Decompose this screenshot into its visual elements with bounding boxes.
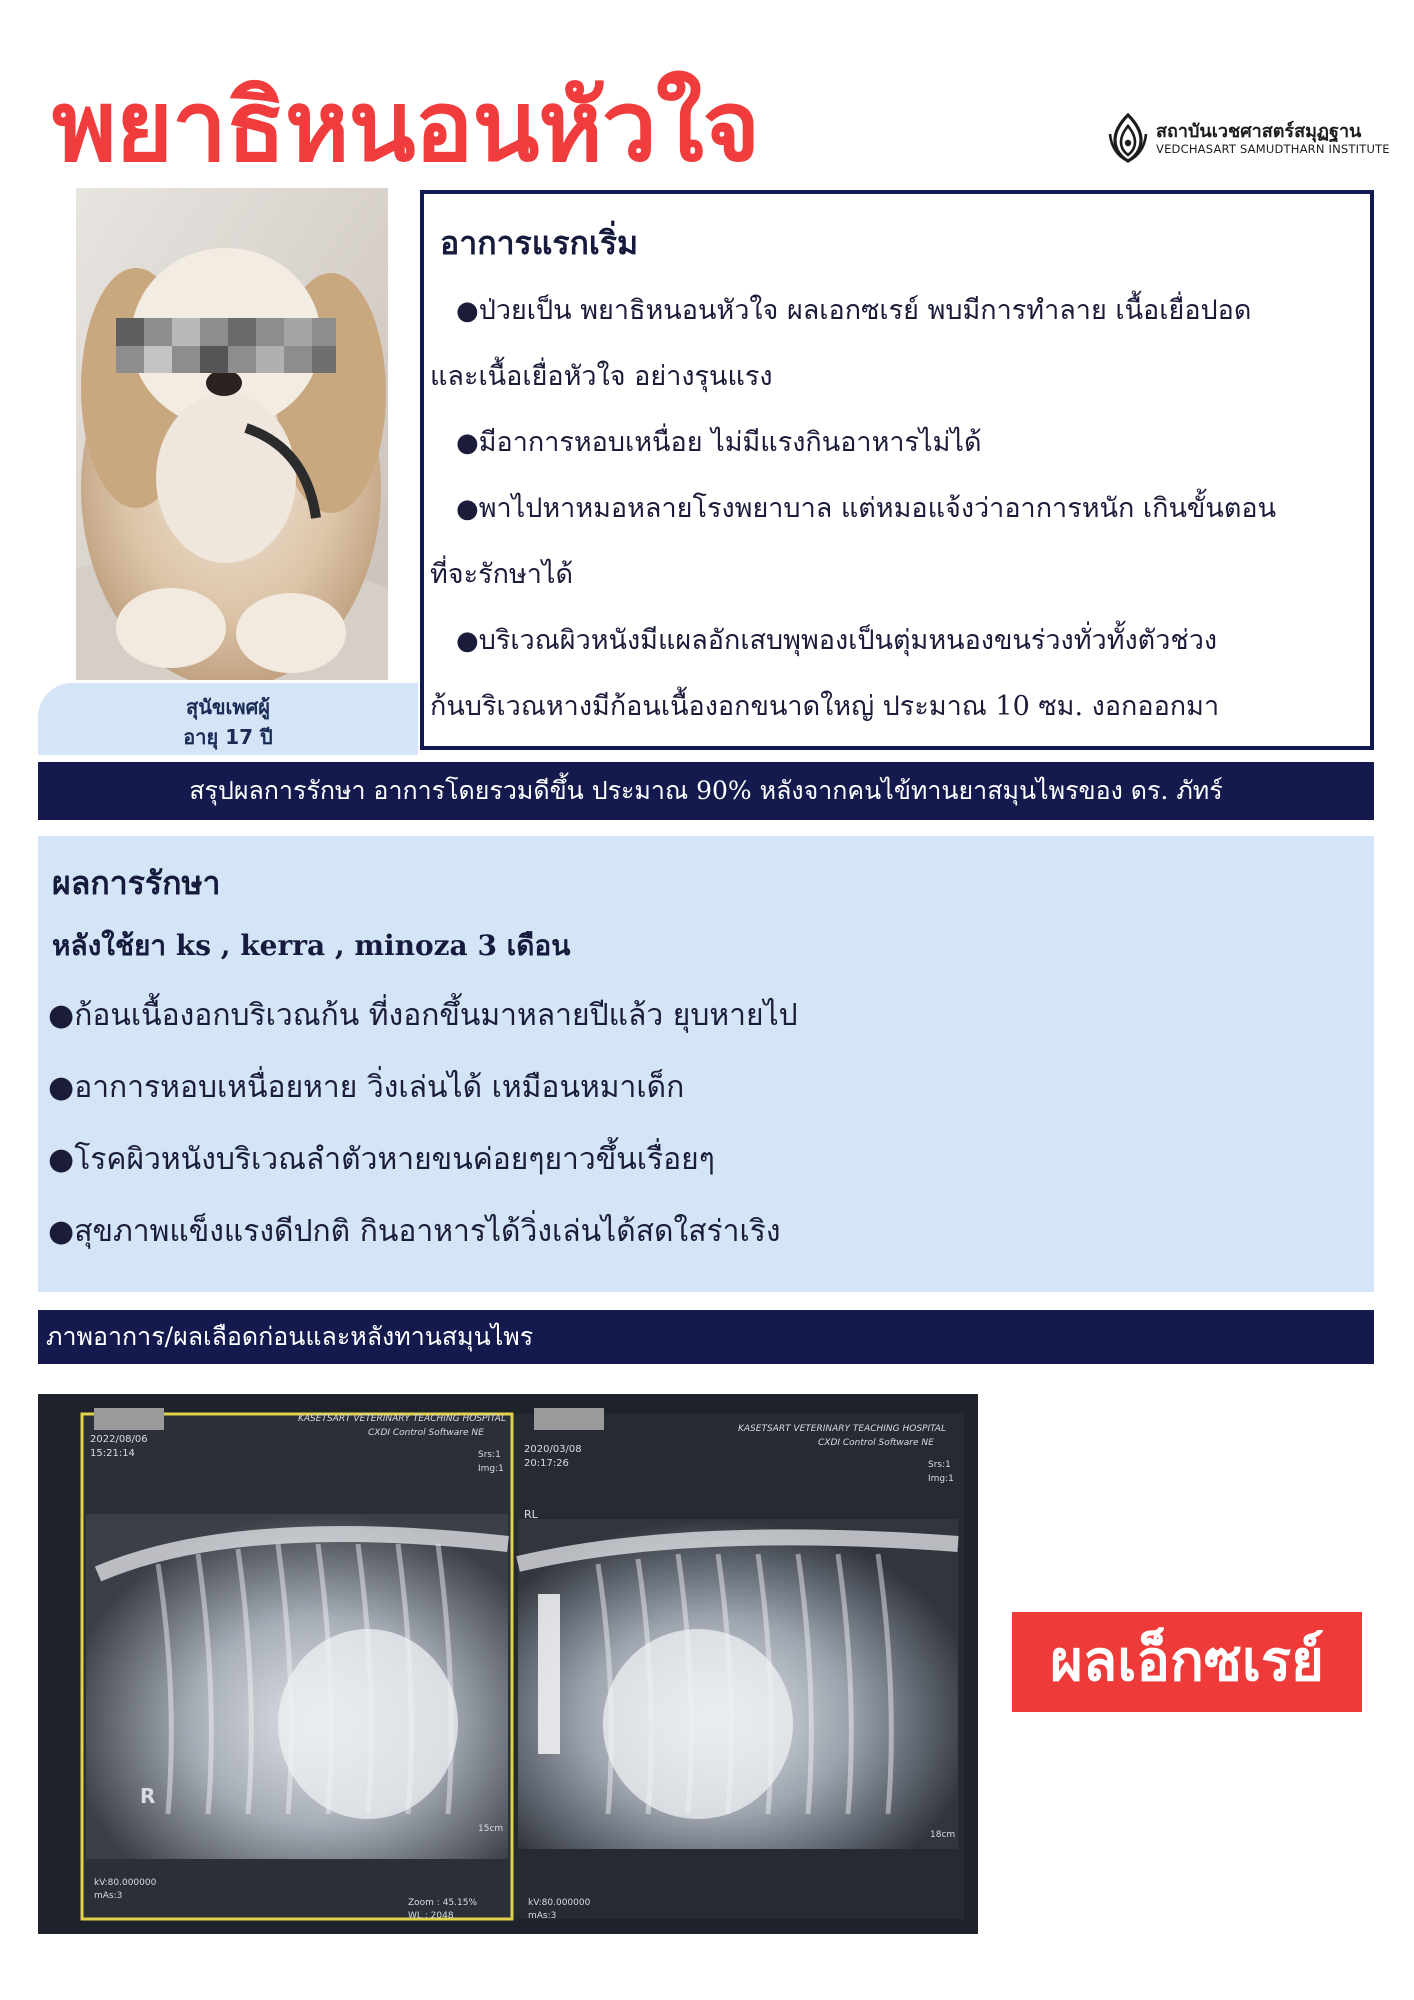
results-heading: ผลการรักษา: [52, 864, 221, 902]
xray-left-kv: kV:80.000000: [94, 1878, 157, 1888]
result-item: ●อาการหอบเหนื่อยหาย วิ่งเล่นได้ เหมือนหมาเด็ก: [48, 1070, 685, 1105]
xray-left-mas: mAs:3: [94, 1891, 123, 1901]
page-title: พยาธิหนอนหัวใจ: [52, 70, 760, 184]
xray-right-kv: kV:80.000000: [528, 1898, 591, 1908]
dog-photo: [76, 188, 388, 680]
treatment-results-panel: [38, 836, 1374, 1292]
xray-right-scale: 18cm: [930, 1830, 956, 1840]
bullet-icon: ●: [456, 428, 479, 458]
xray-result-badge: ผลเอ็กซเรย์: [1012, 1612, 1362, 1712]
xray-photo: [38, 1394, 978, 1934]
institute-name-en: VEDCHASART SAMUDTHARN INSTITUTE: [1156, 142, 1390, 156]
xray-illustration: [38, 1394, 978, 1934]
treatment-summary-bar: สรุปผลการรักษา อาการโดยรวมดีขึ้น ประมาณ 90% หลังจากคนไข้ทานยาสมุนไพรของ ดร. ภัทร์: [38, 762, 1374, 820]
xray-left-software: CXDI Control Software NE: [368, 1428, 484, 1438]
institute-name-th: สถาบันเวชศาสตร์สมุฏฐาน: [1156, 121, 1362, 142]
xray-left-wl: WL : 2048: [408, 1911, 454, 1921]
symptom-item: ●พาไปหาหมอหลายโรงพยาบาล แต่หมอแจ้งว่าอาการหนัก เกินขั้นตอน ที่จะรักษาได้: [430, 493, 1277, 590]
bullet-icon: ●: [48, 1214, 75, 1249]
patient-caption: [38, 683, 418, 755]
result-item: ●ก้อนเนื้องอกบริเวณก้น ที่งอกขึ้นมาหลายปีแล้ว ยุบหายไป: [48, 998, 798, 1033]
xray-right-img: Img:1: [928, 1474, 954, 1484]
xray-left-img: Img:1: [478, 1464, 504, 1474]
patient-sex: สุนัขเพศผู้: [186, 695, 270, 719]
symptom-item: ●บริเวณผิวหนังมีแผลอักเสบพุพองเป็นตุ่มหนองขนร่วงทั่วทั้งตัวช่วง ก้นบริเวณหางมีก้อนเนื้องอกขนาดใหญ่ ประมาณ 10 ซม. งอกออกมา: [430, 625, 1220, 722]
xray-left-scale: 15cm: [478, 1824, 504, 1834]
institute-logo: [1106, 112, 1390, 164]
symptoms-heading: อาการแรกเริ่ม: [440, 224, 639, 262]
xray-left-hospital: KASETSART VETERINARY TEACHING HOSPITAL: [298, 1414, 506, 1424]
bullet-icon: ●: [456, 494, 479, 524]
bullet-icon: ●: [456, 296, 479, 326]
xray-right-srs: Srs:1: [928, 1460, 951, 1470]
bullet-icon: ●: [48, 1070, 75, 1105]
xray-right-software: CXDI Control Software NE: [818, 1438, 934, 1448]
xray-left-srs: Srs:1: [478, 1450, 501, 1460]
xray-left-date: 2022/08/06: [90, 1434, 148, 1445]
xray-right-side: RL: [524, 1508, 538, 1521]
bullet-icon: ●: [456, 626, 479, 656]
initial-symptoms-box: [420, 190, 1374, 750]
symptom-item: ●ป่วยเป็น พยาธิหนอนหัวใจ ผลเอกซเรย์ พบมีการทำลาย เนื้อเยื่อปอด และเนื้อเยื่อหัวใจ อย่างรุนแรง: [430, 295, 1252, 392]
xray-right-time: 20:17:26: [524, 1458, 569, 1469]
xray-left-zoom: Zoom : 45.15%: [408, 1898, 478, 1908]
xray-right-mas: mAs:3: [528, 1911, 557, 1921]
xray-right-hospital: KASETSART VETERINARY TEACHING HOSPITAL: [738, 1424, 946, 1434]
results-subheading: หลังใช้ยา ks , kerra , minoza 3 เดือน: [52, 929, 571, 962]
patient-age: อายุ 17 ปี: [183, 725, 273, 749]
bullet-icon: ●: [48, 998, 75, 1033]
bullet-icon: ●: [48, 1142, 75, 1177]
xray-right-date: 2020/03/08: [524, 1444, 582, 1455]
result-item: ●สุขภาพแข็งแรงดีปกติ กินอาหารได้วิ่งเล่นได้สดใสร่าเริง: [48, 1214, 781, 1249]
results-list: [48, 980, 1348, 1268]
gallery-heading-bar: ภาพอาการ/ผลเลือดก่อนและหลังทานสมุนไพร: [38, 1310, 1374, 1364]
dog-illustration: [76, 188, 388, 680]
xray-left-time: 15:21:14: [90, 1448, 135, 1459]
result-item: ●โรคผิวหนังบริเวณลำตัวหายขนค่อยๆยาวขึ้นเรื่อยๆ: [48, 1142, 715, 1177]
symptom-item: ●มีอาการหอบเหนื่อย ไม่มีแรงกินอาหารไม่ได้: [456, 427, 982, 458]
xray-left-side: R: [140, 1784, 156, 1808]
lotus-logo-icon: [1106, 112, 1150, 164]
symptoms-list: [430, 278, 1360, 740]
